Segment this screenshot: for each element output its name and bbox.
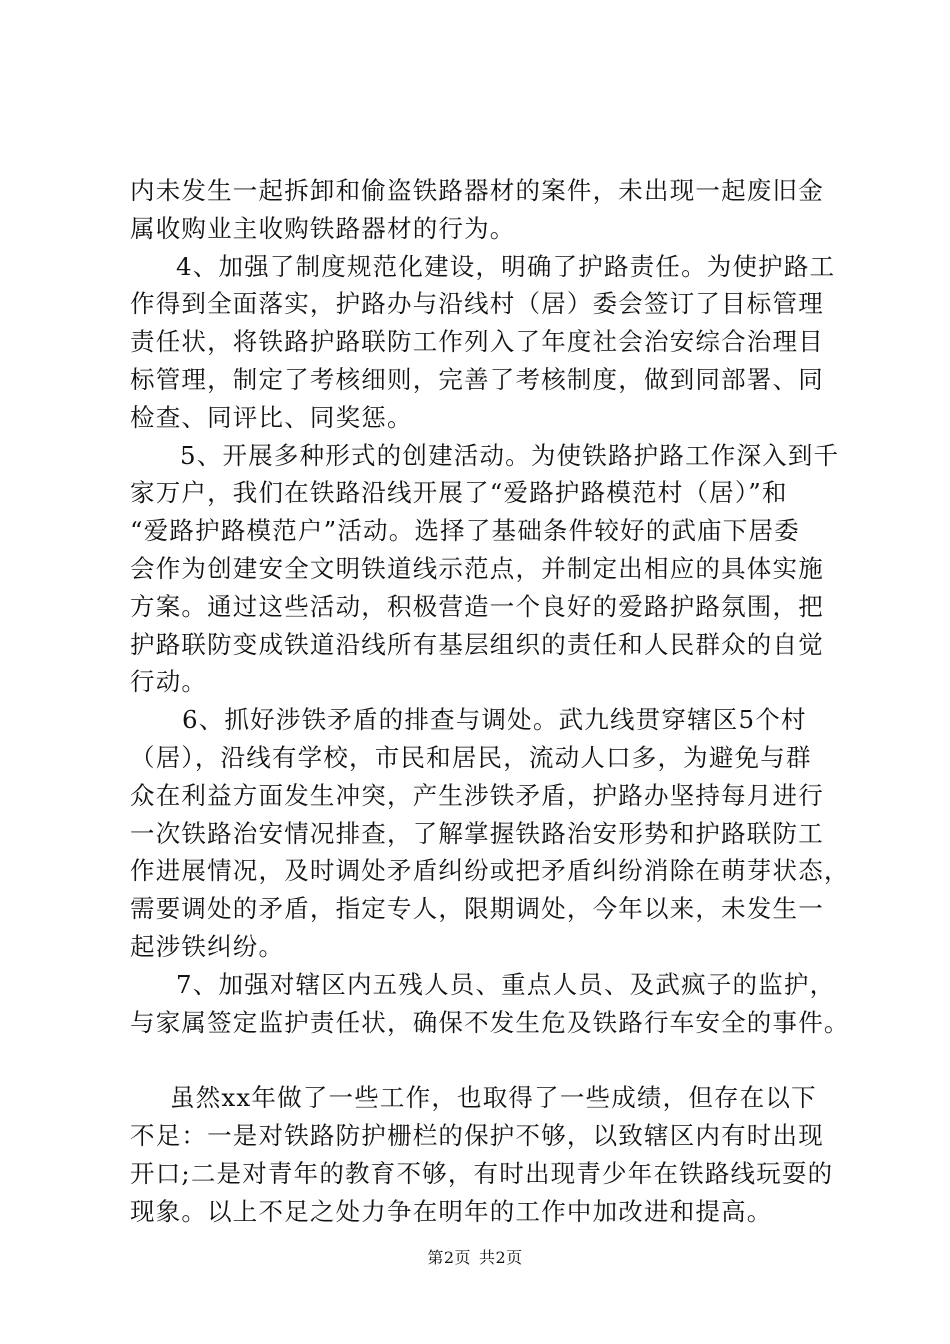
text-line: 与家属签定监护责任状，确保不发生危及铁路行车安全的事件。 [130, 1007, 850, 1037]
summary-paragraph-start: 虽然xx年做了一些工作，也取得了一些成绩，但存在以下 [170, 1083, 817, 1113]
paragraph-6-start: 6、抓好涉铁矛盾的排查与调处。武九线贯穿辖区5个村 [182, 705, 807, 735]
paragraph-5-start: 5、开展多种形式的创建活动。为使铁路护路工作深入到千 [180, 440, 840, 470]
document-body [130, 172, 865, 1230]
page-total: 共2页 [479, 1248, 523, 1267]
text-line: 起涉铁纠纷。 [130, 931, 285, 961]
text-line: 众在利益方面发生冲突，产生涉铁矛盾，护路办坚持每月进行 [130, 780, 824, 810]
text-line: 责任状，将铁路护路联防工作列入了年度社会治安综合治理目 [130, 327, 824, 357]
paragraph-gap [130, 1041, 865, 1079]
page-footer [0, 1245, 950, 1268]
text-line: 作得到全面落实，护路办与沿线村（居）委会签订了目标管理 [130, 289, 824, 319]
text-line: 行动。 [130, 667, 208, 697]
text-line: 作进展情况，及时调处矛盾纠纷或把矛盾纠纷消除在萌芽状态， [130, 856, 850, 886]
text-line: 会作为创建安全文明铁道线示范点，并制定出相应的具体实施 [130, 553, 824, 583]
text-line: 不足：一是对铁路防护栅栏的保护不够，以致辖区内有时出现 [130, 1120, 824, 1150]
text-line: 方案。通过这些活动，积极营造一个良好的爱路护路氛围，把 [130, 591, 824, 621]
paragraph-7-start: 7、加强对辖区内五残人员、重点人员、及武疯子的监护， [176, 969, 836, 999]
text-line: “爱路护路模范户”活动。选择了基础条件较好的武庙下居委 [130, 516, 800, 546]
text-line: （居），沿线有学校，市民和居民，流动人口多，为避免与群 [130, 742, 812, 772]
text-line: 内未发生一起拆卸和偷盗铁路器材的案件，未出现一起废旧金 [130, 176, 824, 205]
text-line: 现象。以上不足之处力争在明年的工作中加改进和提高。 [130, 1196, 773, 1226]
text-line: 需要调处的矛盾，指定专人，限期调处，今年以来，未发生一 [130, 894, 824, 924]
text-line: 开口;二是对青年的教育不够，有时出现青少年在铁路线玩耍的 [130, 1158, 834, 1188]
text-line: 护路联防变成铁道沿线所有基层组织的责任和人民群众的自觉 [130, 629, 824, 659]
paragraph-4-start: 4、加强了制度规范化建设，明确了护路责任。为使护路工 [176, 251, 836, 281]
page-number: 第2页 [427, 1248, 471, 1267]
text-line: 标管理，制定了考核细则，完善了考核制度，做到同部署、同 [130, 364, 824, 394]
text-line: 家万户，我们在铁路沿线开展了“爱路护路模范村（居）”和 [130, 478, 788, 508]
text-line: 属收购业主收购铁路器材的行为。 [130, 213, 516, 243]
text-line: 一次铁路治安情况排查，了解掌握铁路治安形势和护路联防工 [130, 818, 824, 848]
text-line: 检查、同评比、同奖惩。 [130, 402, 413, 432]
